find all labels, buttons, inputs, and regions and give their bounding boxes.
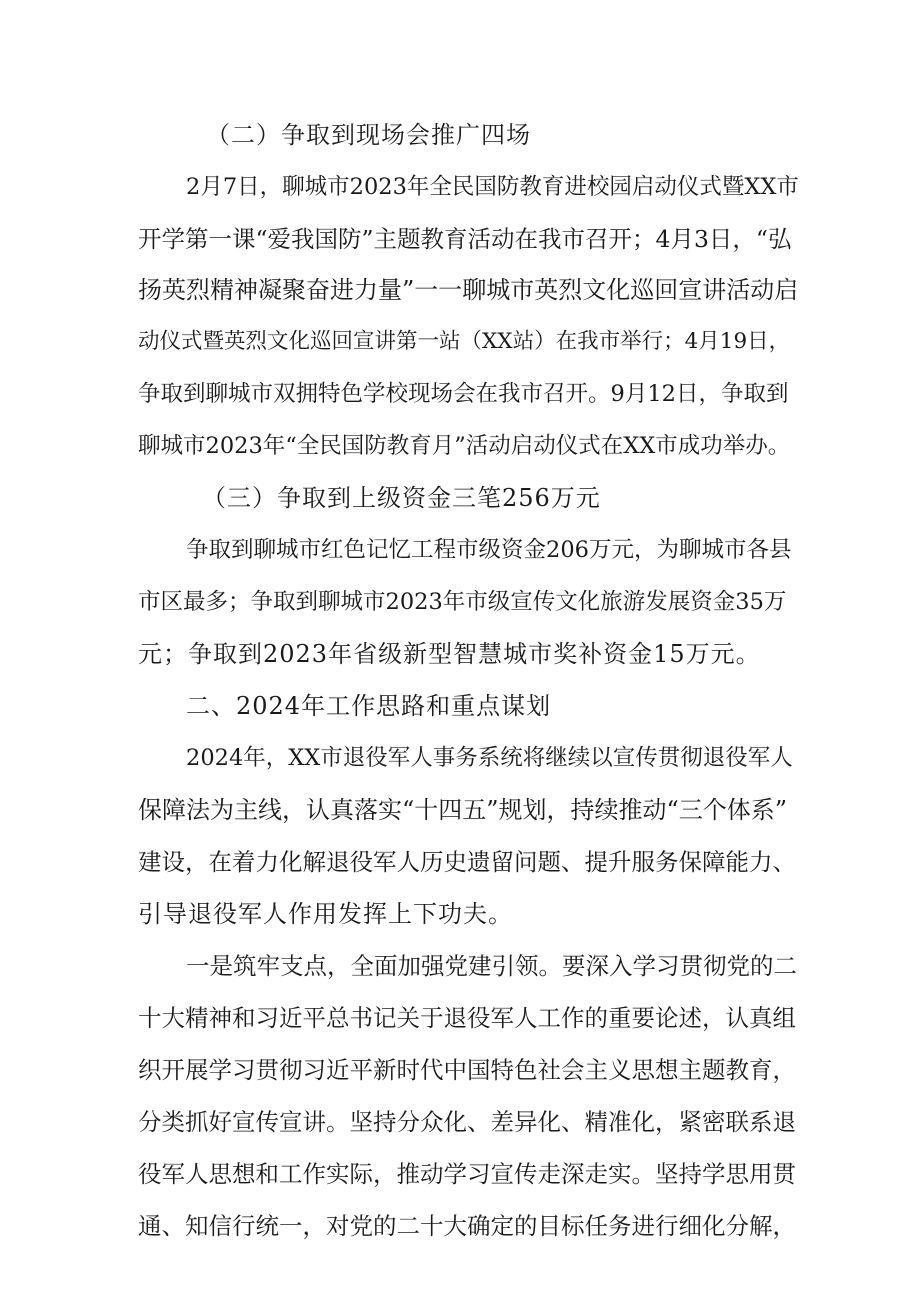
main-heading: 二、2024年工作思路和重点谋划	[186, 692, 552, 720]
paragraph-line: 役军人思想和工作实际，推动学习宣传走深走实。坚持学思用贯	[138, 1160, 796, 1188]
paragraph-line: 保障法为主线，认真落实“十四五”规划，持续推动“三个体系”	[138, 796, 788, 824]
paragraph-line: 通、知信行统一，对党的二十大确定的目标任务进行细化分解，	[138, 1212, 796, 1240]
paragraph-line: 市区最多；争取到聊城市2023年市级宣传文化旅游发展资金35万	[138, 589, 787, 615]
paragraph-line: 扬英烈精神凝聚奋进力量”一一聊城市英烈文化巡回宣讲活动启	[138, 276, 799, 304]
paragraph-line: 动仪式暨英烈文化巡回宣讲第一站（XX站）在我市举行；4月19日，	[138, 329, 791, 354]
paragraph-line: 十大精神和习近平总书记关于退役军人工作的重要论述，认真组	[138, 1004, 796, 1032]
paragraph-line: 引导退役军人作用发挥上下功夫。	[138, 900, 513, 928]
paragraph-line: 争取到聊城市双拥特色学校现场会在我市召开。9月12日，争取到	[138, 381, 789, 407]
paragraph-line: 争取到聊城市红色记忆工程市级资金206万元，为聊城市各县	[186, 537, 792, 563]
paragraph-line: 织开展学习贯彻习近平新时代中国特色社会主义思想主题教育，	[138, 1056, 796, 1084]
paragraph-line: 聊城市2023年“全民国防教育月”活动启动仪式在XX市成功举办。	[138, 433, 791, 459]
paragraph-line: 元；争取到2023年省级新型智慧城市奖补资金15万元。	[138, 640, 761, 668]
paragraph-line: 分类抓好宣传宣讲。坚持分众化、差异化、精准化，紧密联系退	[138, 1108, 796, 1136]
paragraph-line: 一是筑牢支点，全面加强党建引领。要深入学习贯彻党的二	[186, 952, 797, 980]
paragraph-line: 2月7日，聊城市2023年全民国防教育进校园启动仪式暨XX市	[186, 174, 799, 200]
section-heading-2: （二）争取到现场会推广四场	[206, 121, 531, 149]
paragraph-line: 2024年，XX市退役军人事务系统将继续以宣传贯彻退役军人	[186, 745, 793, 771]
section-heading-3: （三）争取到上级资金三笔256万元	[202, 484, 601, 512]
paragraph-line: 开学第一课“爱我国防”主题教育活动在我市召开；4月3日，“弘	[138, 225, 792, 253]
paragraph-line: 建设，在着力化解退役军人历史遗留问题、提升服务保障能力、	[138, 848, 796, 876]
